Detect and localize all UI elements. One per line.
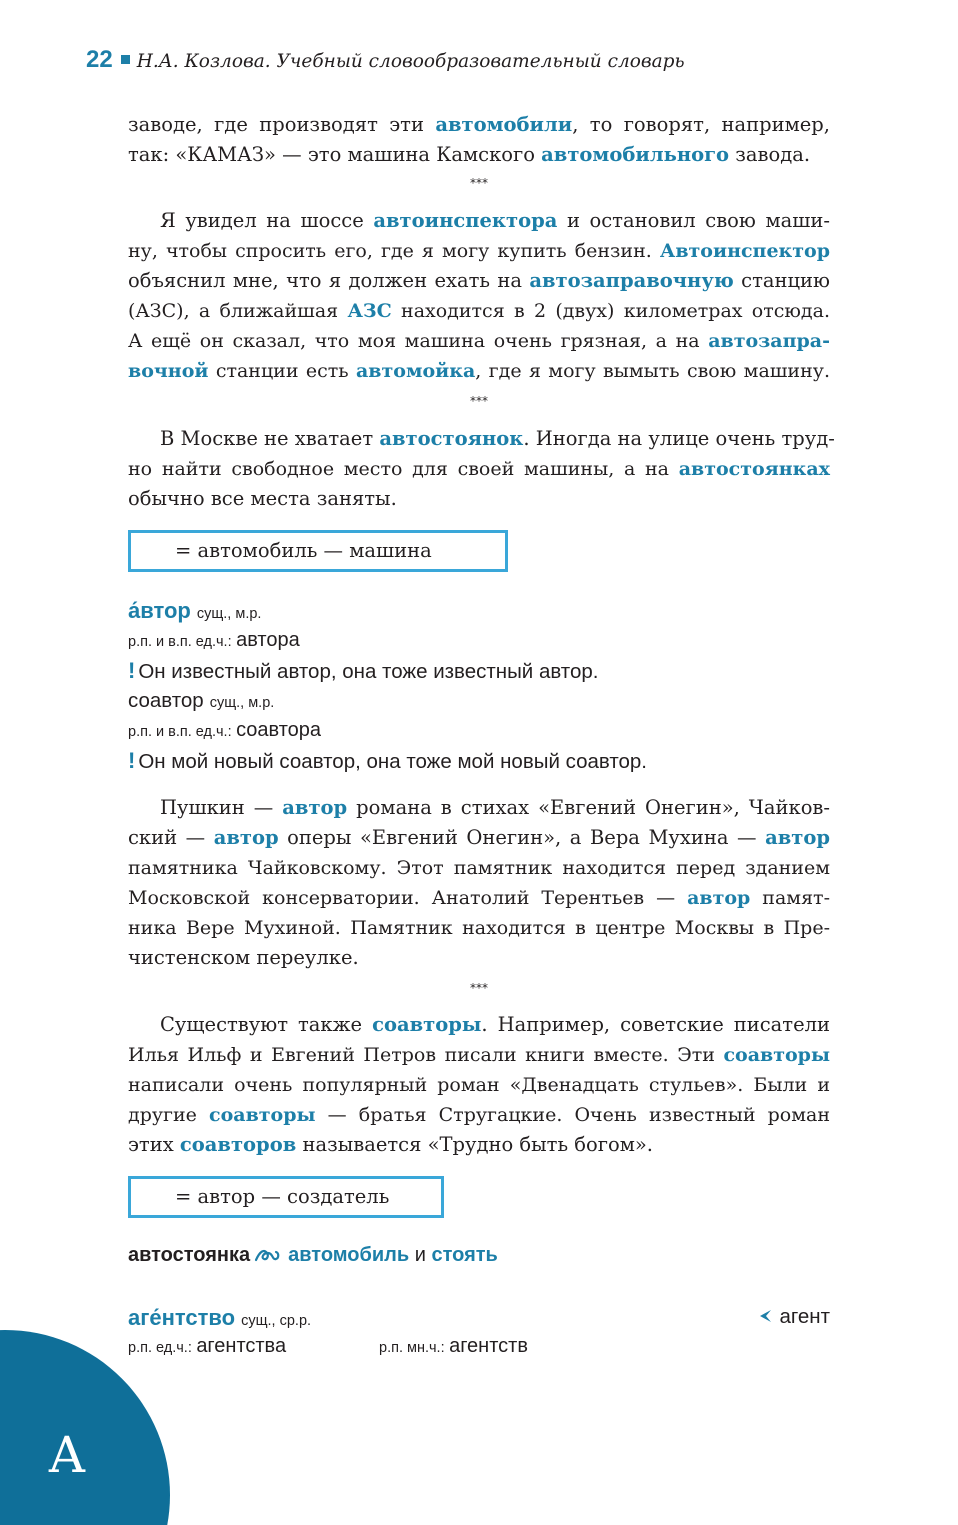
paragraph-1 [128, 110, 830, 170]
text-line: ский — автор оперы «Евгений Онегин», а Вера Мухина — автор [128, 826, 831, 849]
headword: а́втор [128, 598, 191, 623]
base-word: автомобиль [288, 1244, 410, 1266]
base-word: стоять [431, 1244, 498, 1266]
grammar-line: р.п. мн.ч.: агентств [379, 1335, 528, 1357]
text-line: памятника Чайковскому. Этот памятник находится перед зданием [128, 857, 830, 879]
paragraph-4 [128, 793, 830, 973]
headword: аге́нтство [128, 1305, 236, 1330]
derivation-line: автостоянка автомобиль и стоять [128, 1244, 498, 1269]
section-separator: *** [470, 394, 488, 408]
text-line: так: «КАМАЗ» — это машина Камского автомобильного завода. [128, 143, 811, 166]
text-line: Московской консерватории. Анатолий Терентьев — автор памят- [128, 887, 830, 909]
paragraph-3 [128, 424, 835, 514]
paragraph-2 [128, 206, 830, 386]
source-word: агент [779, 1305, 830, 1328]
text-line: объяснил мне, что я должен ехать на автозаправочную станцию [128, 269, 831, 292]
grammar-line: р.п. ед.ч.: агентства [128, 1335, 287, 1357]
paragraph-5 [128, 1010, 830, 1160]
derived-word: автостоянка [128, 1244, 251, 1266]
entry-avtor-header [128, 598, 261, 624]
entry-agentstvo-header [128, 1305, 311, 1331]
text-line: вочной станции есть автомойка, где я могу вымыть свою машину. [128, 360, 830, 382]
text-line: но найти свободное место для своей машины, а на автостоянках [128, 458, 830, 480]
running-title: Н.А. Козлова. Учебный словообразовательный словарь [136, 51, 685, 72]
grammar-line: р.п. и в.п. ед.ч.: автора [128, 629, 300, 651]
text-line: Илья Ильф и Евгений Петров писали книги вместе. Эти соавторы [128, 1044, 830, 1066]
running-header [86, 46, 685, 80]
part-of-speech: сущ., ср.р. [241, 1313, 312, 1329]
text-line: Пушкин — автор романа в стихах «Евгений Онегин», Чайков- [160, 796, 830, 819]
warning-icon: ! [128, 748, 136, 773]
text-line: Существуют также соавторы. Например, советские писатели [160, 1013, 830, 1036]
part-of-speech: сущ., м.р. [196, 606, 262, 622]
source-reference [757, 1305, 830, 1329]
section-separator: *** [470, 176, 488, 190]
section-separator: *** [470, 981, 488, 995]
header-square-bullet [121, 55, 130, 64]
warning-icon: ! [128, 658, 136, 683]
text-line: чистенском переулке. [128, 946, 359, 969]
text-line: другие соавторы — братья Стругацкие. Очень известный роман [128, 1104, 830, 1126]
arrow-left-icon [757, 1305, 779, 1328]
sub-headword: соавтор [128, 689, 204, 712]
usage-note: ! Он известный автор, она тоже известный автор. [128, 658, 599, 683]
text-line: заводе, где производят эти автомобили, то говорят, например, [128, 113, 830, 136]
synonym-box: = автомобиль — машина [128, 530, 508, 572]
text-line: написали очень популярный роман «Двенадцать стульев». Были и [128, 1074, 830, 1096]
grammar-line: р.п. и в.п. ед.ч.: соавтора [128, 719, 322, 741]
text-line: ну, чтобы спросить его, где я могу купить бензин. Автоинспектор [128, 240, 830, 262]
synonym-box: = автор — создатель [128, 1176, 444, 1218]
usage-note: ! Он мой новый соавтор, она тоже мой новый соавтор. [128, 748, 647, 773]
sub-entry-soavtor: соавтор сущ., м.р. [128, 689, 275, 712]
link-icon [254, 1246, 282, 1269]
text-line: (АЗС), а ближайшая АЗС находится в 2 (двух) километрах отсюда. [128, 300, 830, 322]
text-line: Я увидел на шоссе автоинспектора и остановил свою маши- [160, 209, 830, 232]
text-line: этих соавторов называется «Трудно быть богом». [128, 1133, 654, 1156]
text-line: обычно все места заняты. [128, 487, 397, 510]
section-letter: А [48, 1426, 86, 1484]
text-line: ника Вере Мухиной. Памятник находится в центре Москвы в Пре- [128, 917, 830, 939]
page-number: 22 [86, 46, 113, 73]
text-line: В Москве не хватает автостоянок. Иногда на улице очень труд- [160, 427, 835, 450]
text-line: А ещё он сказал, что моя машина очень грязная, а на автозапра- [128, 330, 830, 352]
